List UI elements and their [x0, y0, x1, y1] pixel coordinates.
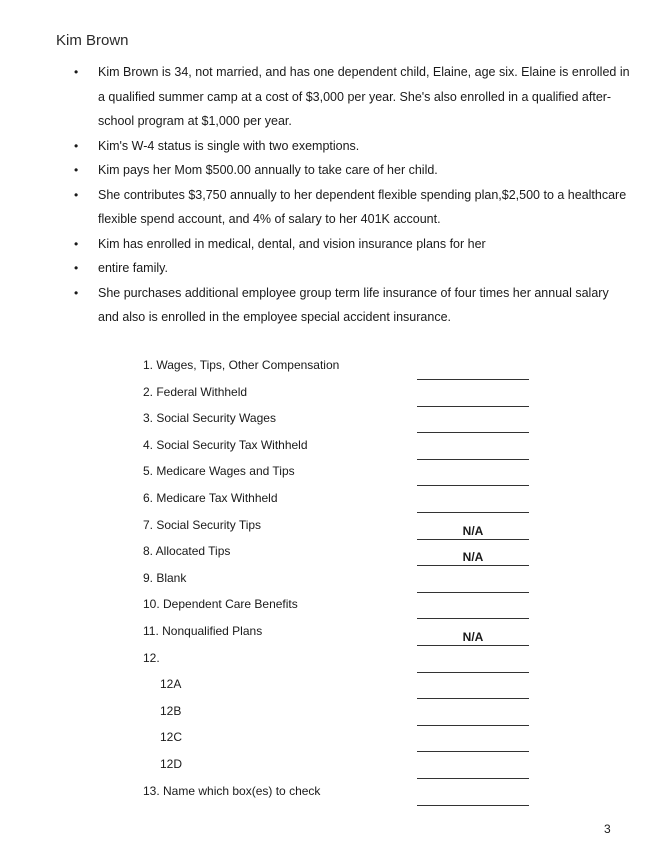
bullet-item [70, 134, 630, 159]
bullet-dot-icon: • [74, 236, 79, 251]
bullet-text: Kim has enrolled in medical, dental, and vision insurance plans for her [98, 236, 486, 251]
form-row-label: 7. Social Security Tips [143, 517, 262, 532]
form-row-7 [143, 514, 543, 541]
form-row-2 [143, 381, 543, 408]
form-row-value[interactable]: N/A [462, 550, 484, 565]
form-row-12b [143, 700, 543, 727]
form-row-label: 10. Dependent Care Benefits [143, 597, 298, 612]
form-row-value[interactable]: N/A [462, 629, 484, 644]
scenario-bullet-list [70, 60, 630, 330]
form-row-label: 2. Federal Withheld [143, 384, 248, 399]
bullet-text: She purchases additional employee group term life insurance of four times her annual salary and also is enrolled in the employee special accident insurance. [98, 285, 609, 324]
bullet-dot-icon: • [74, 138, 79, 153]
form-row-label: 11. Nonqualified Plans [143, 623, 263, 638]
bullet-dot-icon: • [74, 285, 79, 300]
bullet-dot-icon: • [74, 65, 79, 79]
form-row-4 [143, 434, 543, 461]
form-row-label: 4. Social Security Tax Withheld [143, 437, 308, 452]
form-row-label: 12. [143, 650, 160, 665]
form-row-label: 9. Blank [143, 570, 187, 585]
form-row-8 [143, 540, 543, 567]
form-row-label: 12A [160, 677, 182, 692]
form-row-label: 3. Social Security Wages [143, 411, 276, 426]
form-row-label: 12C [160, 730, 183, 745]
form-row-label: 12D [160, 756, 183, 771]
form-row-11 [143, 620, 543, 647]
bullet-dot-icon: • [74, 187, 79, 202]
form-row-label: 13. Name which box(es) to check [143, 783, 321, 798]
form-row-3 [143, 407, 543, 434]
form-row-label: 8. Allocated Tips [143, 544, 231, 559]
form-row-13 [143, 780, 543, 807]
bullet-item [70, 281, 630, 330]
form-row-label: 12B [160, 703, 182, 718]
bullet-item [70, 158, 630, 183]
bullet-item [70, 256, 630, 281]
bullet-text: Kim's W-4 status is single with two exemptions. [98, 138, 360, 153]
bullet-text: She contributes $3,750 annually to her dependent flexible spending plan,$2,500 to a healthcare flexible spend account, and 4% of salary to her 401K account. [98, 187, 627, 226]
form-row-12c [143, 726, 543, 753]
answer-line [417, 805, 529, 806]
bullet-item [70, 232, 630, 257]
bullet-text: entire family. [98, 261, 168, 275]
bullet-item [70, 183, 630, 232]
page-number: 3 [604, 822, 611, 836]
form-row-12a [143, 673, 543, 700]
form-row-5 [143, 460, 543, 487]
w2-form-fields [143, 354, 543, 806]
form-row-value[interactable]: N/A [462, 523, 484, 538]
page-title: Kim Brown [56, 32, 129, 49]
form-row-10 [143, 593, 543, 620]
bullet-dot-icon: • [74, 261, 79, 275]
form-row-label: 6. Medicare Tax Withheld [143, 490, 278, 505]
form-row-12 [143, 647, 543, 674]
bullet-text: Kim Brown is 34, not married, and has one dependent child, Elaine, age six. Elaine is enrolled in a qualified summer camp at a cost of $3,000 per year. She's also enrolled in a qualified after-school program at $1,000 per year. [98, 65, 630, 128]
form-row-label: 5. Medicare Wages and Tips [143, 464, 295, 479]
form-row-12d [143, 753, 543, 780]
form-row-1 [143, 354, 543, 381]
form-row-6 [143, 487, 543, 514]
bullet-item [70, 60, 630, 134]
bullet-dot-icon: • [74, 163, 79, 177]
form-row-9 [143, 567, 543, 594]
form-row-label: 1. Wages, Tips, Other Compensation [143, 358, 340, 372]
bullet-text: Kim pays her Mom $500.00 annually to take care of her child. [98, 163, 438, 177]
